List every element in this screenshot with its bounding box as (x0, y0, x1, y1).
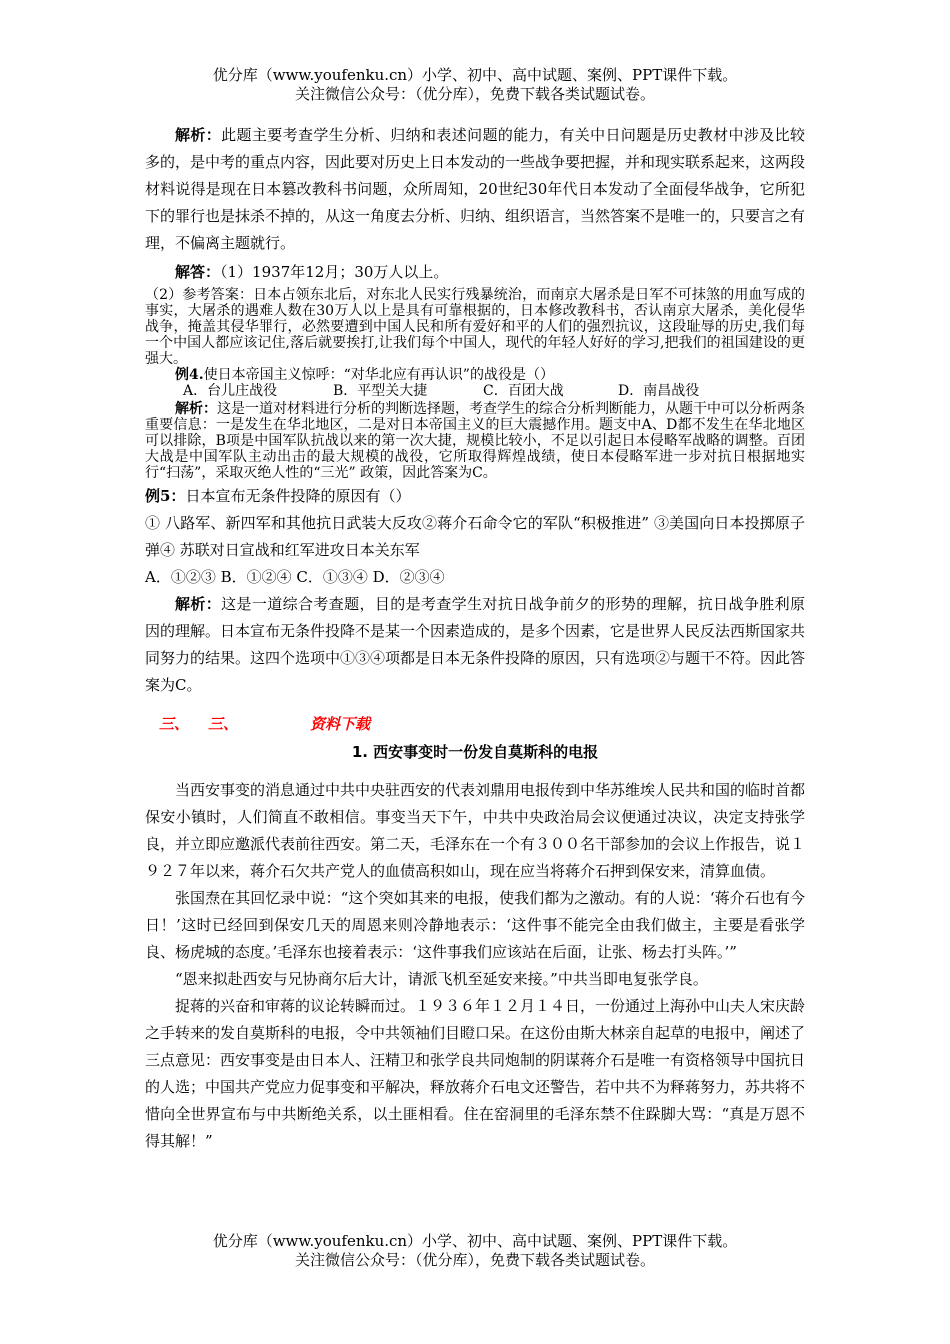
header-line-1: 优分库（www.youfenku.cn）小学、初中、高中试题、案例、PPT课件下载。 (212, 66, 738, 84)
header-line-2: 关注微信公众号：（优分库），免费下载各类试题试卷。 (294, 85, 655, 103)
example-5-items: ① 八路军、新四军和其他抗日武装大反攻②蒋介石命令它的军队“积极推进” ③美国向日本投掷原子弹④ 苏联对日宣战和红军进攻日本关东军 (145, 514, 805, 559)
example-5-text: 日本宣布无条件投降的原因有（） (185, 487, 411, 505)
example-5-analysis-text: 这是一道综合考查题，目的是考查学生对抗日战争前夕的形势的理解，抗日战争胜利原因的理解。日本宣布无条件投降不是某一个因素造成的，是多个因素，它是世界人民反法西斯国家共同努力的结果。这四个选项中①③④项都是日本无条件投降的原因，只有选项②与题干不符。因此答案为C。 (145, 595, 806, 694)
option-b: B．平型关大捷 (333, 383, 428, 399)
answer-label: 解答： (175, 263, 221, 281)
page-footer (0, 1232, 950, 1270)
article-paragraph-1: 当西安事变的消息通过中共中央驻西安的代表刘鼎用电报传到中华苏维埃人民共和国的临时首都保安小镇时，人们简直不敢相信。事变当天下午，中共中央政治局会议便通过决议，决定支持张学良，并立即应邀派代表前往西安。第二天，毛泽东在一个有３００名干部参加的会议上作报告，说１９２７年以来，蒋介石欠共产党人的血债高积如山，现在应当将蒋介石押到保安来，清算血债。 (145, 781, 806, 880)
page-header (0, 66, 950, 104)
example-5-label: 例5： (145, 487, 186, 505)
article-paragraph-4: 捉蒋的兴奋和审蒋的议论转瞬而过。１９３６年１２月１４日，一份通过上海孙中山夫人宋庆龄之手转来的发自莫斯科的电报，令中共领袖们目瞪口呆。在这份由斯大林亲自起草的电报中，阐述了三点意见：西安事变是由日本人、汪精卫和张学良共同炮制的阴谋蒋介石是唯一有资格领导中国抗日的人选；中国共产党应力促事变和平解决，释放蒋介石电文还警告，若中共不为释蒋努力，苏共将不惜向全世界宣布与中共断绝关系，以土匪相看。住在窑洞里的毛泽东禁不住跺脚大骂：“真是万恩不得其解！” (145, 997, 806, 1150)
answer-line-1 (145, 259, 805, 286)
example-4-analysis-text: 这是一道对材料进行分析的判断选择题，考查学生的综合分析判断能力，从题干中可以分析两条重要信息：一是发生在华北地区，二是对日本帝国主义的巨大震撼作用。题支中A、D都不发生在华北地区可以排除，B项是中国军队抗战以来的第一次大捷，规模比较小，不足以引起日本侵略军战略的调整。百团大战是中国军队主动出击的最大规模的战役，它所取得辉煌战绩，使日本侵略军进一步对抗日根据地实行“扫荡”，采取灭绝人性的“三光” 政策，因此答案为C。 (145, 401, 805, 481)
example-4-options (145, 383, 805, 399)
section-title: 资料下载 (310, 715, 371, 733)
option-d: D．南昌战役 (618, 383, 700, 399)
example-5-options: A．①②③ B．①②④ C．①③④ D．②③④ (145, 568, 445, 586)
option-c: C．百团大战 (483, 383, 564, 399)
option-a: A．台儿庄战役 (183, 383, 278, 399)
article-title: 1. 西安事变时一份发自莫斯科的电报 (351, 743, 599, 761)
example-4-question (145, 367, 805, 383)
example-5-question (145, 483, 805, 510)
article-paragraph-3: “恩来拟赴西安与兄协商尔后大计，请派飞机至延安来接。”中共当即电复张学良。 (175, 970, 708, 988)
footer-line-2: 关注微信公众号：（优分库），免费下载各类试题试卷。 (294, 1251, 655, 1269)
section-number-2: 三、 (208, 715, 239, 733)
answer-text: （1）1937年12月；30万人以上。 (220, 263, 449, 281)
analysis-paragraph-1 (145, 122, 805, 257)
document-body (145, 122, 805, 1155)
article-paragraph-2: 张国焘在其回忆录中说：“这个突如其来的电报，使我们都为之激动。有的人说：‘蒋介石也有今日！’这时已经回到保安几天的周恩来则冷静地表示：‘这件事不能完全由我们做主，主要是看张学良、杨虎城的态度。’毛泽东也接着表示：‘这件事我们应该站在后面，让张、杨去打头阵。’” (145, 889, 805, 961)
section-3-heading (145, 713, 805, 739)
example-4-text: 使日本帝国主义惊呼：“对华北应有再认识”的战役是（） (203, 367, 554, 383)
answer-part-2: （2）参考答案：日本占领东北后，对东北人民实行残暴统治，而南京大屠杀是日军不可抹煞的用血写成的事实，大屠杀的遇难人数在30万人以上是具有可靠根据的，日本修改教科书，否认南京大屠杀，美化侵华战争，掩盖其侵华罪行，必然要遭到中国人民和所有爱好和平的人们的强烈抗议，这段耻辱的历史,我们每一个中国人都应该记住,落后就要挨打,让我们每个中国人，现代的年轻人好好的学习,把我们的祖国建设的更强大。 (145, 287, 805, 367)
example-5-analysis-label: 解析： (175, 595, 222, 613)
example-4-analysis-label: 解析： (175, 401, 217, 417)
analysis-label: 解析： (175, 126, 222, 144)
footer-line-1: 优分库（www.youfenku.cn）小学、初中、高中试题、案例、PPT课件下载。 (212, 1232, 738, 1250)
example-4-analysis (145, 401, 805, 481)
section-number: 三、 (159, 715, 190, 733)
example-5-analysis (145, 591, 805, 699)
example-4-label: 例4. (175, 367, 204, 383)
analysis-text: 此题主要考查学生分析、归纳和表述问题的能力，有关中日问题是历史教材中涉及比较多的，是中考的重点内容，因此要对历史上日本发动的一些战争要把握，并和现实联系起来，这两段材料说得是现在日本篡改教科书问题，众所周知，20世纪30年代日本发动了全面侵华战争，它所犯下的罪行也是抹杀不掉的，从这一角度去分析、归纳、组织语言，当然答案不是唯一的，只要言之有理，不偏离主题就行。 (145, 126, 806, 252)
